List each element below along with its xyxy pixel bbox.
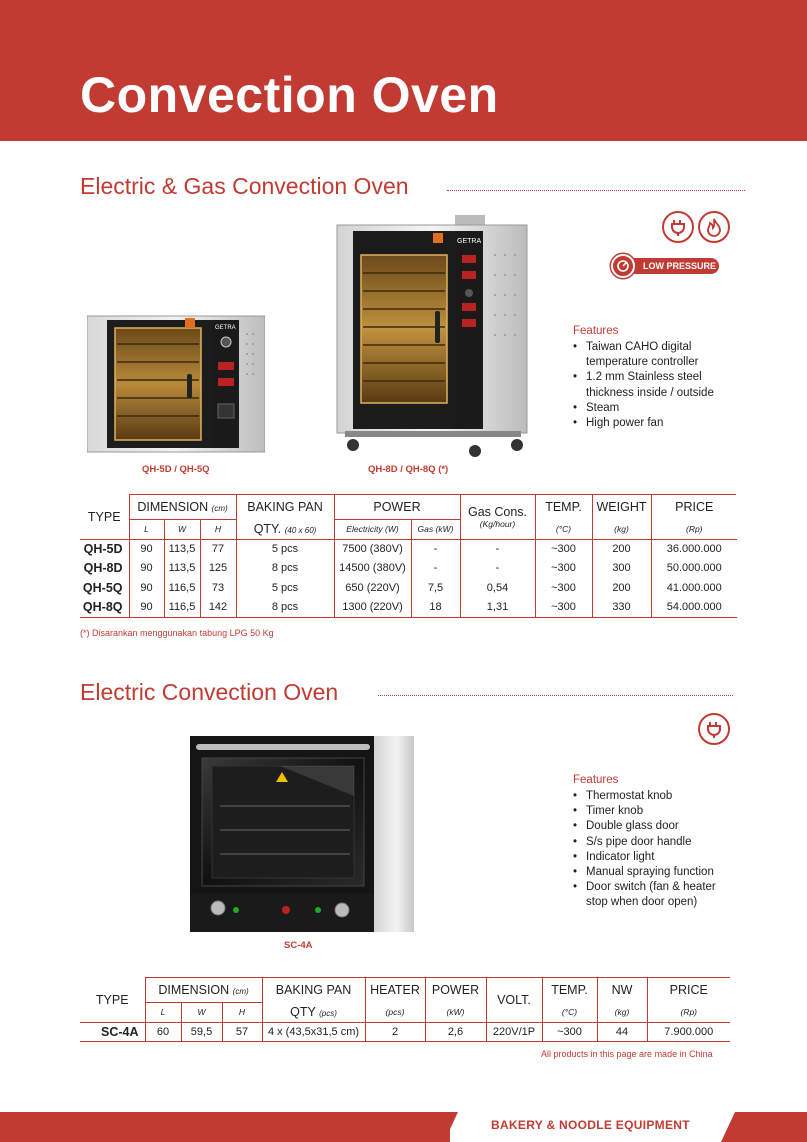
table-cell-gas: 7,5 [411, 578, 460, 598]
table-row [80, 598, 737, 618]
table-cell-l: 60 [145, 1022, 181, 1042]
col-header-h: H [222, 1002, 262, 1022]
table-cell-qty: 4 x (43,5x31,5 cm) [262, 1022, 365, 1042]
section-title-electric: Electric Convection Oven [80, 679, 339, 705]
table-cell-h: 125 [200, 559, 236, 579]
table-cell-h: 57 [222, 1022, 262, 1042]
list-item: • Door switch (fan & heater stop when door open) [573, 880, 733, 910]
page-title: Convection Oven [80, 67, 499, 123]
table-cell-price: 50.000.000 [651, 559, 737, 579]
col-header-qty: QTY (pcs) [262, 1002, 365, 1022]
table-cell-temp: ~300 [535, 578, 592, 598]
table-cell-gas: - [411, 559, 460, 579]
gas-flame-icon [698, 211, 730, 243]
table-cell-price: 41.000.000 [651, 578, 737, 598]
col-header-qty: QTY. (40 x 60) [236, 519, 334, 539]
col-header-w: W [181, 1002, 222, 1022]
table-cell-qty: 8 pcs [236, 598, 334, 618]
features-list [573, 789, 733, 911]
col-header-temp-unit: (°C) [535, 519, 592, 539]
col-header-dimension: DIMENSION (cm) [145, 978, 262, 1002]
list-item: • 1.2 mm Stainless steel thickness inside / outside [573, 370, 733, 400]
oven-sc4a-image [190, 736, 414, 932]
col-header-l: L [129, 519, 164, 539]
list-item: • Double glass door [573, 819, 733, 834]
list-item: • Indicator light [573, 850, 733, 865]
col-header-gas: Gas (kW) [411, 519, 460, 539]
list-item: • High power fan [573, 416, 733, 431]
col-header-weight-unit: (kg) [592, 519, 651, 539]
footer-band [735, 1112, 807, 1142]
col-header-price-unit: (Rp) [647, 1002, 730, 1022]
col-header-heater: HEATER [365, 978, 425, 1002]
list-item: • Steam [573, 401, 733, 416]
table-cell-weight: 330 [592, 598, 651, 618]
table-cell-gas_cons: - [460, 559, 535, 579]
table-cell-gas_cons: - [460, 539, 535, 559]
table-cell-temp: ~300 [542, 1022, 597, 1042]
section-divider [447, 190, 745, 191]
table-cell-w: 116,5 [164, 598, 200, 618]
footer-band-slant [721, 1112, 735, 1142]
col-header-price-unit: (Rp) [651, 519, 737, 539]
table-cell-price: 54.000.000 [651, 598, 737, 618]
table-cell-w: 116,5 [164, 578, 200, 598]
col-header-temp: TEMP. [535, 495, 592, 519]
list-item: • S/s pipe door handle [573, 835, 733, 850]
col-header-power: POWER [334, 495, 460, 519]
col-header-gas-cons: Gas Cons. [460, 495, 535, 519]
col-header-nw-unit: (kg) [597, 1002, 647, 1022]
table-cell-electricity: 7500 (380V) [334, 539, 411, 559]
low-pressure-badge: LOW PRESSURE [627, 258, 719, 274]
list-item: • Taiwan CAHO digital temperature controller [573, 340, 733, 370]
table-cell-l: 90 [129, 578, 164, 598]
caption-qh5d: QH-5D / QH-5Q [142, 464, 210, 475]
pressure-gauge-icon [611, 254, 635, 278]
table-cell-type: QH-5D [80, 539, 129, 559]
table-cell-l: 90 [129, 559, 164, 579]
col-header-price: PRICE [647, 978, 730, 1002]
table-cell-qty: 5 pcs [236, 578, 334, 598]
table-cell-nw: 44 [597, 1022, 647, 1042]
oven-qh5d-image [87, 314, 265, 456]
table-cell-weight: 300 [592, 559, 651, 579]
col-header-type: TYPE [87, 509, 121, 524]
table-cell-electricity: 1300 (220V) [334, 598, 411, 618]
table-cell-price: 7.900.000 [647, 1022, 730, 1042]
table-cell-h: 77 [200, 539, 236, 559]
table-cell-gas: 18 [411, 598, 460, 618]
list-item: • Timer knob [573, 804, 733, 819]
origin-note: All products in this page are made in China [541, 1049, 713, 1059]
table-cell-l: 90 [129, 598, 164, 618]
col-header-temp-unit: (°C) [542, 1002, 597, 1022]
table-cell-weight: 200 [592, 539, 651, 559]
spec-table-electric-gas [80, 495, 737, 618]
table-cell-power: 2,6 [425, 1022, 486, 1042]
table-row [80, 1022, 730, 1042]
col-header-baking-pan: BAKING PAN [236, 495, 334, 519]
electric-plug-icon [698, 713, 730, 745]
oven-qh8d-image [335, 215, 529, 460]
electric-plug-icon [662, 211, 694, 243]
footer-band [0, 1112, 450, 1142]
col-header-heater-unit: (pcs) [365, 1002, 425, 1022]
table-cell-qty: 8 pcs [236, 559, 334, 579]
spec-table-electric [80, 978, 730, 1042]
features-list [573, 340, 733, 431]
table-cell-electricity: 650 (220V) [334, 578, 411, 598]
footer-band-slant [444, 1112, 458, 1142]
oven-brand-label: GETRA [215, 325, 236, 331]
table-cell-heater: 2 [365, 1022, 425, 1042]
footer-label: BAKERY & NOODLE EQUIPMENT [491, 1118, 690, 1132]
col-header-baking-pan: BAKING PAN [262, 978, 365, 1002]
table-cell-type: QH-8Q [80, 598, 129, 618]
table-cell-gas_cons: 1,31 [460, 598, 535, 618]
features-title: Features [573, 774, 619, 786]
col-header-power: POWER [425, 978, 486, 1002]
table-row [80, 559, 737, 579]
col-header-dimension: DIMENSION (cm) [129, 495, 236, 519]
table-cell-type: QH-5Q [82, 580, 123, 595]
col-header-w: W [164, 519, 200, 539]
table-cell-w: 59,5 [181, 1022, 222, 1042]
col-header-electricity: Electricity (W) [334, 519, 411, 539]
table-cell-gas_cons: 0,54 [460, 578, 535, 598]
table-cell-w: 113,5 [164, 539, 200, 559]
table-cell-weight: 200 [592, 578, 651, 598]
col-header-weight: WEIGHT [592, 495, 651, 519]
features-title: Features [573, 325, 619, 337]
caption-sc4a: SC-4A [284, 940, 313, 951]
table-cell-l: 90 [129, 539, 164, 559]
table-cell-temp: ~300 [535, 539, 592, 559]
col-header-temp: TEMP. [542, 978, 597, 1002]
col-header-h: H [200, 519, 236, 539]
table-cell-h: 142 [200, 598, 236, 618]
caption-qh8d: QH-8D / QH-8Q (*) [368, 464, 449, 475]
col-header-volt: VOLT. [486, 978, 542, 1022]
col-header-power-unit: (kW) [425, 1002, 486, 1022]
table-cell-type: QH-8D [83, 561, 123, 576]
table-row [80, 578, 737, 598]
table-cell-price: 36.000.000 [651, 539, 737, 559]
col-header-nw: NW [597, 978, 647, 1002]
col-header-type: TYPE [95, 992, 129, 1007]
table-cell-volt: 220V/1P [486, 1022, 542, 1042]
col-header-price: PRICE [651, 495, 737, 519]
table-cell-w: 113,5 [164, 559, 200, 579]
col-header-gas-cons-unit: (Kg/hour) [460, 519, 535, 539]
list-item: • Thermostat knob [573, 789, 733, 804]
table-cell-gas: - [411, 539, 460, 559]
section-divider [378, 695, 733, 696]
list-item: • Manual spraying function [573, 865, 733, 880]
table-cell-type: SC-4A [80, 1022, 145, 1042]
table-cell-temp: ~300 [535, 598, 592, 618]
table-row [80, 539, 737, 559]
table-cell-qty: 5 pcs [236, 539, 334, 559]
table-cell-temp: ~300 [535, 559, 592, 579]
lpg-note: (*) Disarankan menggunakan tabung LPG 50 Kg [80, 628, 274, 638]
col-header-l: L [145, 1002, 181, 1022]
oven-brand-label: GETRA [457, 238, 482, 245]
table-cell-electricity: 14500 (380V) [334, 559, 411, 579]
table-cell-h: 73 [200, 578, 236, 598]
section-title-electric-gas: Electric & Gas Convection Oven [80, 173, 409, 199]
